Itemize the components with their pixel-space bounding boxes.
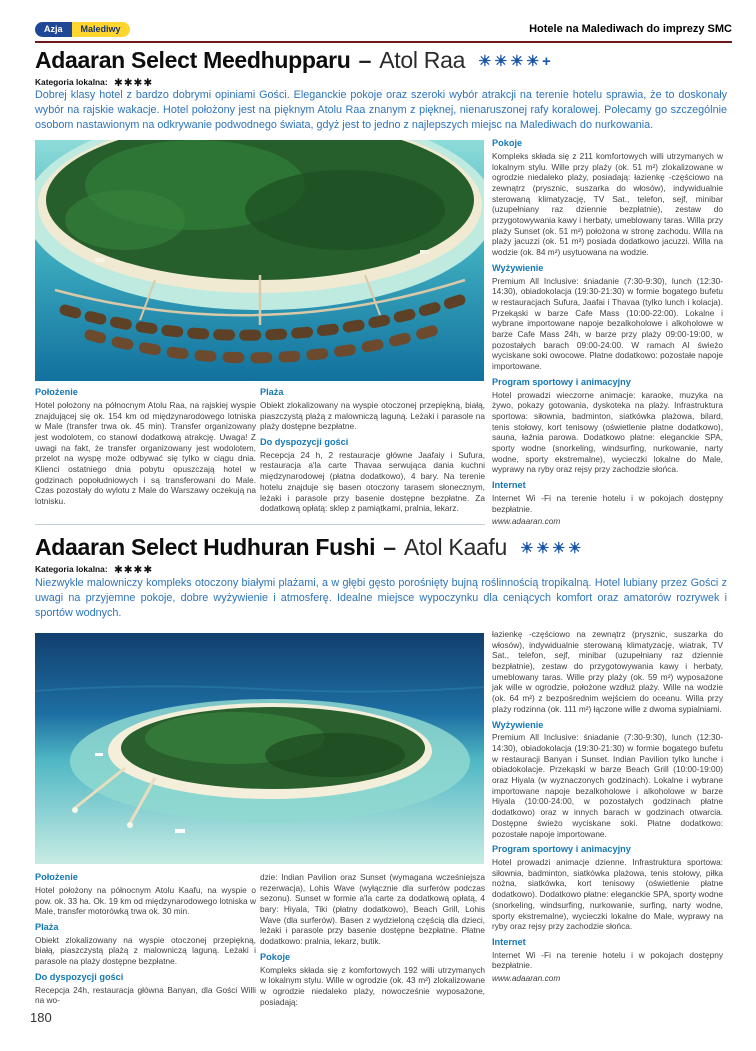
hotel2-right-column	[492, 629, 723, 984]
section-title-pokoje: Pokoje	[260, 951, 291, 962]
category-stars-icon: ✱✱✱✱	[113, 77, 154, 89]
hotel1-name: Adaaran Select Meedhupparu	[35, 47, 351, 73]
section-body-dyspozycji: Recepcja 24h, restauracja główna Banyan, dla Gości Willi na wo-	[35, 984, 256, 1006]
header-rule	[35, 41, 732, 43]
title-dash: –	[358, 47, 372, 73]
category-label: Kategoria lokalna:	[35, 77, 108, 87]
section-title-polozenie: Położenie	[35, 387, 78, 397]
section-title-internet: Internet	[492, 480, 526, 491]
hotel1-title	[35, 47, 553, 74]
section-body-internet: Internet Wi -Fi na terenie hotelu i w pokojach dostępny bezpłatnie.	[492, 493, 723, 514]
section-body-plaza: Obiekt zlokalizowany na wyspie otoczonej przepiękną, białą, piaszczystą plażą z malowniczą laguną. Leżaki i parasole na plaży dostępne bezpłatne.	[35, 934, 256, 967]
section-body-polozenie: Hotel położony na północnym Atolu Kaafu, na wyspie o pow. ok. 33 ha. Ok. 19 km od międzynarodowego lotniska w Male, transfer motorówką trwa ok. 30 min.	[35, 884, 256, 917]
section-body-wyzywienie: Premium All Inclusive: śniadanie (7:30-9:30), lunch (12:30-14:30), obiadokolacja (19:30-21:30) w formie bogatego bufetu w restauracjach Sufura, Jaafai i Thavaa (tylko lunch i kolacja). Przekąski w barze Cafe Mass (10:00-22:00). Lokalne i wybrane importowane napoje bezalkoholowe i alkoholowe w barze Cafe Mass 24h, w barze przy plaży 09:00-19:00, w pozostałych barach 09:00-24:00. W ramach AI świeżo wyciskane soki owocowe. Płatne dodatkowo: pozostałe napoje importowane.	[492, 275, 723, 372]
island-aerial-illustration	[35, 633, 484, 864]
section-title-pokoje: Pokoje	[492, 138, 523, 148]
hotel1-photo	[35, 140, 484, 381]
region-tag-azja: Azja	[35, 22, 72, 37]
hotel2-photo	[35, 633, 484, 864]
section-body-plaza: Obiekt zlokalizowany na wyspie otoczonej przepiękną, białą, piaszczystą plażą z malowniczą laguną. Leżaki i parasole na plaży dostępne bezpłatne.	[260, 399, 485, 432]
section-body-program: Hotel prowadzi animacje dzienne. Infrastruktura sportowa: siłownia, badminton, siatkówka plażowa, tenis stołowy, piłka nożna, siatkówka, kort tenisowy (oświetlenie płatne dodatkowo). Dodatkowo płatne: eleganckie SPA, sporty wodne (snorkeling, windsurfing, nurkowanie, surfing, narty wodne, sporty ekstremalne), wycieczki lokalne do Male, wyprawy na ryby oraz rejsy przy zachodzie słońca.	[492, 857, 723, 932]
category-stars-icon: ✱✱✱✱	[113, 564, 154, 576]
hotel2-atoll: Atol Kaafu	[403, 534, 508, 560]
hotel2-left-column	[35, 872, 256, 1007]
hotel2-title	[35, 534, 584, 561]
section-title-polozenie: Położenie	[35, 872, 78, 882]
island-aerial-illustration	[35, 140, 484, 381]
section-title-wyzywienie: Wyżywienie	[492, 262, 544, 273]
running-head: Hotele na Malediwach do imprezy SMC	[529, 23, 732, 35]
section-title-program: Program sportowy i animacyjny	[492, 844, 631, 855]
sun-rating-icons: ☀☀☀☀	[520, 540, 584, 557]
hotel1-atoll: Atol Raa	[379, 47, 466, 73]
hotel2-name: Adaaran Select Hudhuran Fushi	[35, 534, 376, 560]
section-title-wyzywienie: Wyżywienie	[492, 719, 544, 730]
section-title-internet: Internet	[492, 936, 526, 947]
hotel2-category	[35, 564, 153, 576]
section-title-program: Program sportowy i animacyjny	[492, 376, 631, 387]
section-title-plaza: Plaża	[35, 921, 59, 932]
section-body-wyzywienie: Premium All Inclusive: śniadanie (7:30-9:30), lunch (12:30-14:30), obiadokolacja (19:30-21:30) w formie bogatego bufetu w restauracji Banyan i Sunset. Indian Pavilion tylko lunche i obiadokolacje. Przekąski w barze Beach Grill (10:00-19:00) oraz Hiyala (w wyznaczonych godzinach). Lokalne i wybrane importowane napoje bezalkoholowe i alkoholowe w barze Hiyala (10:00-24:00, w pozostałych godzinach płatne dodatkowo) oraz w innych barach w godzinach otwarcia. Dostępne świeżo wyciskane soki. Płatne dodatkowo: pozostałe napoje importowane.	[492, 732, 723, 839]
hotel1-right-column	[492, 138, 723, 527]
section-title-dyspozycji: Do dyspozycji gości	[35, 971, 124, 982]
section-body-polozenie: Hotel położony na północnym Atolu Raa, na rajskiej wyspie znajdującej się ok. 154 km od międzynarodowego lotniska w Male (transfer trwa ok. 45 min). Transfer organizowany jest wodolotem, co stanowi dodatkową atrakcję. Uwaga! Z uwagi na fakt, że transfer organizowany jest wodolotem, przelot na wyspę może odbywać się tylko w ciągu dnia. Klienci ostatniego dnia pobytu opuszczają hotel w godzinach popołudniowych i są transferowani do Male. Czas pozostały do wylotu z Male do Warszawy oczekują na lotnisku.	[35, 399, 256, 507]
section-body-dyspozycji: Recepcja 24 h, 2 restauracje główne Jaafaiy i Sufura, restauracja a'la carte Thavaa serwująca dania kuchni międzynarodowej (płatna dodatkowo), 4 bary. Na terenie hotelu znajduje się basen otoczony tarasem słonecznym, leżaki i parasole przy basenie dostępne bezpłatne. Za dodatkową opłatą: sklep z pamiątkami, pralnia, lekarz.	[260, 449, 485, 514]
section-title-plaza: Plaża	[260, 387, 284, 397]
hotel1-left-column	[35, 387, 256, 508]
section-body-program: Hotel prowadzi wieczorne animacje: karaoke, muzyka na żywo, pokazy gotowania, dyskoteka na plaży. Infrastruktura sportowa: siłownia, badminton, siatkówka plażowa, bilard, tenis stołowy, kort tenisowy (oświetlenie płatne dodatkowo), sauna, łaźnia parowa. Dodatkowo płatne: eleganckie SPA, sporty wodne (snorkeling, windsurfing, nurkowanie, narty wodne, sporty ekstremalne), wycieczki lokalne do Male, wyprawy na ryby oraz rejsy przy zachodzie słońca.	[492, 389, 723, 475]
title-dash: –	[383, 534, 396, 560]
destination-tags	[35, 22, 130, 37]
section-divider	[35, 524, 485, 525]
category-label: Kategoria lokalna:	[35, 564, 108, 574]
section-body-dyspozycji-cont: dzie: Indian Pavilion oraz Sunset (wymagana wcześniejsza rezerwacja), Lohis Wave (wyłącznie dla surferów podczas sezonu). Sunset w formie a'la carte za dodatkową opłatą, 4 bary: Hiyala, Tiki (płatny dodatkowo), Beach Grill, Lohis Wave (dla surferów). Basen z wydzieloną częścią dla dzieci, leżaki i parasole przy basenie dostępne bezpłatne. Płatne dodatkowo: pralnia, lekarz, butik.	[260, 872, 485, 947]
country-tag-malediwy: Malediwy	[72, 22, 130, 37]
hotel1-intro: Dobrej klasy hotel z bardzo dobrymi opiniami Gości. Eleganckie pokoje oraz szeroki wybór atrakcji na terenie hotelu sprawia, że to doskonały wybór na rajskie wakacje. Hotel położony jest na pięknym Atolu Raa znanym z pięknej, nienaruszonej rafy koralowej. Polecamy go szczególnie osobom nastawionym na odkrywanie podwodnego świata, gdyż jest to jedno z najlepszych miejsc na Malediwach do nurkowania.	[35, 89, 727, 131]
hotel2-website-link[interactable]: www.adaaran.com	[492, 973, 561, 984]
hotel2-middle-column	[260, 872, 485, 1008]
section-body-internet: Internet Wi -Fi na terenie hotelu i w pokojach dostępny bezpłatnie.	[492, 949, 723, 971]
hotel1-website-link[interactable]: www.adaaran.com	[492, 516, 561, 527]
page-number: 180	[30, 1010, 52, 1025]
section-title-dyspozycji: Do dyspozycji gości	[260, 436, 349, 447]
hotel2-intro: Niezwykle malowniczy kompleks otoczony białymi plażami, a w głębi gęsto porośnięty bujną roślinnością tropikalną. Hotel lubiany przez Gości z uwagi na przyjemne pokoje, dobre wyżywienie i atmosferę. Idealne miejsce wypoczynku dla ceniących komfort oraz amatorów rozrywek i sportów wodnych.	[35, 577, 727, 619]
sun-rating-icons: ☀☀☀☀+	[478, 53, 554, 70]
section-body-pokoje-cont: łazienkę -częściowo na zewnątrz (prysznic, suszarka do włosów), indywidualnie sterowaną klimatyzację, wiatrak, TV Sat., telefon, sejf, minibar (uzupełniany raz dziennie bezpłatnie), zestaw do przygotowywania kawy i herbaty, umeblowany taras. Wille przy plaży (ok. 59 m²) wyposażone jak wille w ogrodzie, położone wzdłuż plaży. Wille na wodzie (ok. 64 m²) z bezpośrednim wejściem do oceanu. Willa przy plaży rodzinna (ok. 111 m²) łączone wille z dwoma sypialniami.	[492, 629, 723, 714]
section-body-pokoje: Kompleks składa się z 211 komfortowych willi utrzymanych w lokalnym stylu. Wille przy plaży (ok. 51 m²) zlokalizowane w ogrodzie niedaleko plaży, posiadają: łazienkę -częściowo na zewnątrz (prysznic, suszarka do włosów), indywidualnie sterowaną klimatyzację, TV Sat., telefon, sejf, minibar (uzupełniany raz dziennie bezpłatnie), zestaw do przygotowywania kawy i herbaty, umeblowany taras. Willa przy plaży Sunset (ok. 51 m²) położona w stronę zachodu. Willa na plaży jacuzzi (ok. 51 m²) posiada dodatkowo jacuzzi. Willa na wodzie (ok. 84 m²) usytuowana na wodzie.	[492, 150, 723, 258]
section-body-pokoje: Kompleks składa się z komfortowych 192 willi utrzymanych w lokalnym stylu. Wille w ogrodzie (ok. 43 m²) zlokalizowane w ogrodzie niedaleko plaży, nowocześnie wyposażone, posiadają:	[260, 964, 485, 1007]
hotel1-middle-column	[260, 387, 485, 515]
